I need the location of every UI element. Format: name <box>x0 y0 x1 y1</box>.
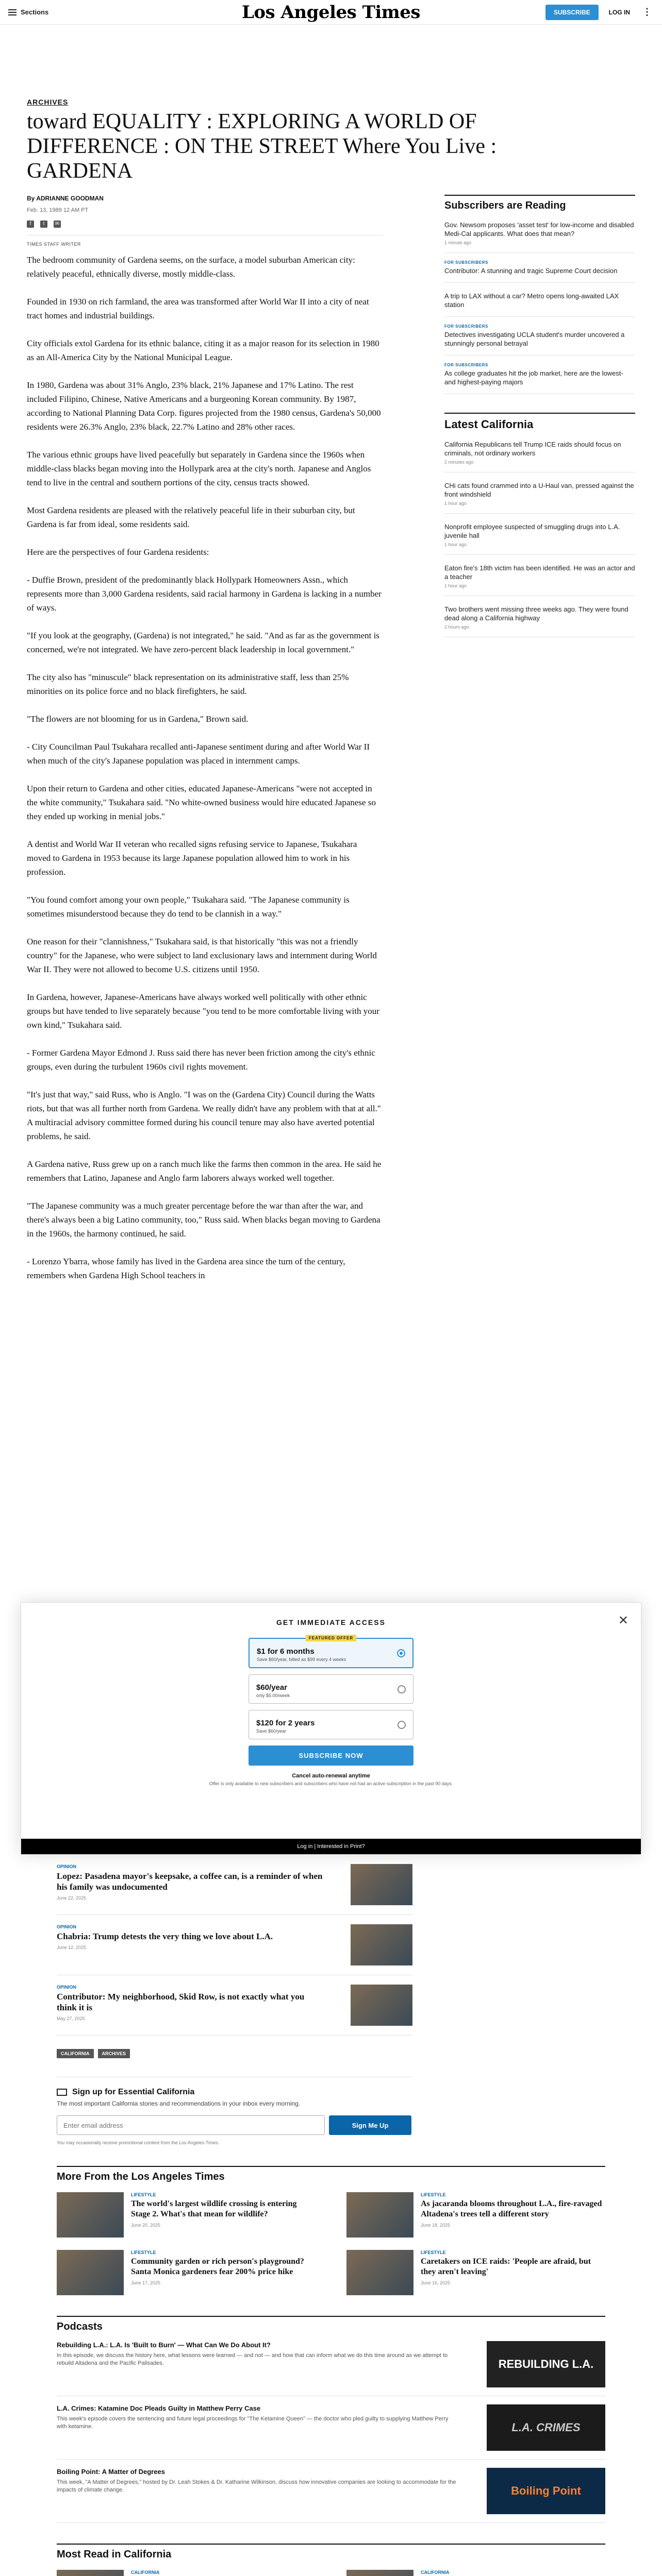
more-from-grid <box>57 2192 605 2295</box>
paywall-modal <box>21 1602 641 1855</box>
subscribers-item-time: 1 minute ago <box>444 240 472 245</box>
latest-item-text[interactable]: Eaton fire's 18th victim has been identified. He was an actor and a teacher <box>444 564 635 581</box>
article-paragraph: The city also has "minuscule" black representation on its administrative staff, less than 25% minorities on its police force and no black firefighters, he said. <box>27 672 349 696</box>
newsletter-fine-print: You may occasionally receive promotional content from the Los Angeles Times. <box>57 2140 220 2145</box>
more-from-item[interactable] <box>57 2192 316 2238</box>
article-main <box>27 195 383 1282</box>
more-from-title-link[interactable]: As jacaranda blooms throughout L.A., fire-ravaged Altadena's trees tell a different story <box>421 2199 602 2218</box>
more-from-thumbnail[interactable] <box>346 2250 413 2295</box>
cancel-note: Cancel auto-renewal anytime <box>292 1773 370 1779</box>
article-paragraph: "The flowers are not blooming for us in Gardena," Brown said. <box>27 714 249 724</box>
more-from-date: June 18, 2025 <box>421 2223 451 2228</box>
twitter-icon[interactable]: t <box>40 221 47 228</box>
most-read-thumbnail[interactable] <box>346 2570 413 2576</box>
article-paragraph: In Gardena, however, Japanese-Americans have always worked well politically with other ethnic groups but have tended to live separately because "you tend to be more comfortable living with your own kind," Tsukahara said. <box>27 992 379 1030</box>
article-body <box>27 253 383 1282</box>
most-read-grid <box>57 2570 605 2576</box>
more-from-date: June 20, 2025 <box>131 2223 161 2228</box>
article-columns <box>27 195 635 1282</box>
related-item-title[interactable]: Lopez: Pasadena mayor's keepsake, a coffee can, is a reminder of when his family was undocumented <box>57 1871 323 1892</box>
more-from-title-link[interactable]: The world's largest wildlife crossing is entering Stage 2. What's that mean for wildlife? <box>131 2199 297 2218</box>
option-price: $60/year <box>256 1683 288 1692</box>
more-from-date: June 17, 2025 <box>131 2280 161 2285</box>
latest-item-text[interactable]: Nonprofit employee suspected of smuggling drugs into L.A. juvenile hall <box>444 523 620 539</box>
podcast-description: This week, "A Matter of Degrees," hosted by Dr. Leah Stokes & Dr. Katharine Wilkinson, discuss how innovative companies are looking to accommodate for the impacts of climate change. <box>57 2479 456 2493</box>
more-from-thumbnail[interactable] <box>57 2250 124 2295</box>
newsletter-signup <box>57 2077 412 2145</box>
podcast-title[interactable]: L.A. Crimes: Katamine Doc Pleads Guilty in Matthew Perry Case <box>57 2404 261 2412</box>
related-list <box>57 1855 605 2036</box>
latest-item-text[interactable]: California Republicans tell Trump ICE raids should focus on criminals, not ordinary workers <box>444 440 621 457</box>
header-actions <box>545 5 654 20</box>
most-read-tag: CALIFORNIA <box>421 2570 450 2575</box>
radio-icon[interactable] <box>398 1685 406 1693</box>
article-paragraph: "You found comfort among your own people," Tsukahara said. "The Japanese community is sometimes misunderstood because they do tend to be clannish in a way." <box>27 895 350 919</box>
podcast-item[interactable] <box>57 2333 605 2396</box>
more-from-title-link[interactable]: Caretakers on ICE raids: 'People are afraid, but they aren't leaving' <box>421 2257 591 2276</box>
article-paragraph: "If you look at the geography, (Gardena) is not integrated," he said. "And as far as the government is concerned, we're not integrated. We have zero-percent black leadership in local government." <box>27 631 379 654</box>
option-note: Save $60/year <box>256 1728 287 1734</box>
related-item[interactable] <box>57 1915 412 1975</box>
latest-item-time: 1 hour ago <box>444 501 467 506</box>
paywall-title: GET IMMEDIATE ACCESS <box>276 1618 386 1626</box>
related-item[interactable] <box>57 1855 412 1915</box>
article-paragraph: The various ethnic groups have lived peacefully but separately in Gardena since the 1960s when middle-class blacks began moving into the Hollypark area at the city's north. Japanese and Anglos tend to live in the central and southern portions of the city, census tracts showed. <box>27 450 371 487</box>
subscribe-now-button[interactable]: SUBSCRIBE NOW <box>249 1745 413 1766</box>
podcast-artwork[interactable]: L.A. CRIMES <box>487 2404 605 2451</box>
newsletter-form <box>57 2115 412 2135</box>
related-item-thumbnail[interactable] <box>351 1924 412 1965</box>
most-read-item[interactable] <box>346 2570 605 2576</box>
article-tags <box>57 2049 605 2058</box>
more-from-item[interactable] <box>346 2250 605 2295</box>
latest-item[interactable] <box>444 596 635 637</box>
subscribers-item-text[interactable]: As college graduates hit the job market, here are the lowest- and highest-paying majors <box>444 369 623 386</box>
article-credit: TIMES STAFF WRITER <box>27 242 81 247</box>
subscribers-reading-title: Subscribers are Reading <box>444 195 635 212</box>
podcast-description: In this episode, we discuss the history here, what lessons were learned — and not — and how that can inform what we do this time around as we attempt to rebuild Altadena and the Pacific Palisades. <box>57 2352 448 2366</box>
most-read-tag: CALIFORNIA <box>131 2570 160 2575</box>
article-date: Feb. 13, 1989 12 AM PT <box>27 207 89 213</box>
latest-item[interactable] <box>444 514 635 555</box>
newsletter-title: Sign up for Essential California <box>72 2088 195 2096</box>
subscribers-item-tag: FOR SUBSCRIBERS <box>444 260 488 265</box>
subscribe-button[interactable]: SUBSCRIBE <box>545 5 599 20</box>
article-paragraph: Most Gardena residents are pleased with the relatively peaceful life in their suburban city, but Gardena is far from ideal, some residents said. <box>27 505 355 529</box>
podcast-item[interactable] <box>57 2460 605 2523</box>
more-from-tag: LIFESTYLE <box>131 2192 156 2197</box>
article-kicker[interactable]: ARCHIVES <box>27 98 69 106</box>
tag-archives[interactable]: ARCHIVES <box>98 2049 130 2058</box>
article-paragraph: One reason for their "clannishness," Tsukahara said, is that historically "this was not a friendly country" for the Japanese, who were subject to land exclusionary laws and internment during World War II. They were not allowed to become U.S. citizens until 1950. <box>27 937 377 974</box>
related-item-title[interactable]: Contributor: My neighborhood, Skid Row, is not exactly what you think it is <box>57 1992 305 2012</box>
related-item-thumbnail[interactable] <box>351 1864 412 1905</box>
article-paragraph: In 1980, Gardena was about 31% Anglo, 23% black, 21% Japanese and 17% Latino. The rest included Filipino, Chinese, Native Americans and a burgeoning Korean community. By 1987, according to National Planning Data Corp. figures projected from the 1980 census, Gardena's 50,000 residents were 26.3% Anglo, 23% black, 22.7% Latino and 28% other races. <box>27 380 381 432</box>
article-container <box>27 98 635 1282</box>
related-item-title[interactable]: Chabria: Trump detests the very thing we love about L.A. <box>57 1931 273 1941</box>
more-from-tag: LIFESTYLE <box>421 2250 446 2255</box>
lower-content <box>57 1855 605 2576</box>
login-button[interactable]: LOG IN <box>608 8 630 16</box>
article-paragraph: Founded in 1930 on rich farmland, the area was transformed after World War II into a city of neat tract homes and industrial buildings. <box>27 297 369 320</box>
more-icon[interactable]: ⋮ <box>642 7 652 17</box>
latest-item-text[interactable]: Two brothers went missing three weeks ago. They were found dead along a California highway <box>444 605 628 622</box>
more-from-item[interactable] <box>346 2192 605 2238</box>
paywall-option-two-year[interactable] <box>249 1710 413 1739</box>
radio-icon[interactable] <box>397 1649 405 1657</box>
latest-item[interactable] <box>444 555 635 596</box>
latest-item[interactable] <box>444 431 635 472</box>
article-paragraph: Here are the perspectives of four Gardena residents: <box>27 547 209 557</box>
envelope-icon <box>57 2089 67 2096</box>
more-from-thumbnail[interactable] <box>57 2192 124 2238</box>
newsletter-description: The most important California stories and recommendations in your inbox every morning. <box>57 2100 301 2107</box>
email-input[interactable] <box>57 2115 325 2135</box>
option-price: $1 for 6 months <box>257 1647 315 1656</box>
latest-item[interactable] <box>444 472 635 514</box>
sign-up-button[interactable]: Sign Me Up <box>329 2115 411 2135</box>
related-item-date: June 12, 2025 <box>57 1945 87 1950</box>
site-header <box>0 0 662 25</box>
latest-item-time: 1 hour ago <box>444 583 467 588</box>
article-paragraph: Upon their return to Gardena and other cities, educated Japanese-Americans "were not accepted in the white community," Tsukahara said. "No white-owned business would hire educated Japanese so they ended up working in menial jobs." <box>27 784 376 821</box>
article-paragraph: "It's just that way," said Russ, who is Anglo. "I was on the (Gardena City) Council during the Watts riots, but that was all further north from Gardena. We really didn't have any problem with that at all." A multiracial advisory committee formed during his council tenure may also have averted potential problems, he said. <box>27 1090 381 1141</box>
subscribers-item-text[interactable]: Contributor: A stunning and tragic Supreme Court decision <box>444 267 618 275</box>
podcast-artwork[interactable]: REBUILDING L.A. <box>487 2341 605 2387</box>
related-item[interactable] <box>57 1975 412 2036</box>
paywall-options <box>249 1638 413 1739</box>
sections-menu[interactable] <box>8 8 48 16</box>
paywall-option-annual[interactable] <box>249 1674 413 1704</box>
option-note: Save $60/year, billed as $99 every 4 weeks <box>257 1657 346 1662</box>
paywall-login-bar[interactable]: Log in | Interested in Print? <box>21 1839 641 1854</box>
featured-badge: FEATURED OFFER <box>306 1635 356 1641</box>
podcasts-list <box>57 2333 605 2523</box>
subscribers-item[interactable] <box>444 317 635 355</box>
newsletter-header <box>57 2088 412 2097</box>
email-icon[interactable]: ✉ <box>54 221 61 228</box>
tag-california[interactable]: CALIFORNIA <box>57 2049 94 2058</box>
subscribers-item-text[interactable]: Gov. Newsom proposes 'asset test' for low-income and disabled Medi-Cal applicants. What does that mean? <box>444 221 634 238</box>
latest-item-time: 1 hour ago <box>444 542 467 547</box>
article-paragraph: - City Councilman Paul Tsukahara recalled anti-Japanese sentiment during and after World War II when much of the city's Japanese population was placed in internment camps. <box>27 742 370 766</box>
more-from-date: June 16, 2025 <box>421 2280 451 2285</box>
site-logo[interactable]: Los Angeles Times <box>241 2 421 23</box>
related-item-date: May 27, 2025 <box>57 2016 85 2021</box>
related-item-tag: OPINION <box>57 1924 77 1929</box>
hamburger-icon[interactable] <box>8 9 16 15</box>
article-headline: toward EQUALITY : EXPLORING A WORLD OF DIFFERENCE : ON THE STREET Where You Live : GARDENA <box>27 110 497 183</box>
article-paragraph: - Former Gardena Mayor Edmond J. Russ said there has never been friction among the city's ethnic groups, even during the turbulent 1960s civil rights movement. <box>27 1048 375 1072</box>
more-from-thumbnail[interactable] <box>346 2192 413 2238</box>
podcasts-title: Podcasts <box>57 2316 605 2333</box>
paywall-option-featured[interactable] <box>249 1638 413 1668</box>
option-price: $120 for 2 years <box>256 1719 315 1727</box>
subscribers-item-tag: FOR SUBSCRIBERS <box>444 363 488 367</box>
article-paragraph: "The Japanese community was a much greater percentage before the war than after the war, and there's always been a big Latino community, too," Russ said. When blacks began moving to Gardena in the 1960s, the harmony continued, he said. <box>27 1201 380 1239</box>
more-from-item[interactable] <box>57 2250 316 2295</box>
podcast-title[interactable]: Boiling Point: A Matter of Degrees <box>57 2468 165 2476</box>
podcast-title[interactable]: Rebuilding L.A.: L.A. Is 'Built to Burn' — What Can We Do About It? <box>57 2341 271 2349</box>
more-from-tag: LIFESTYLE <box>421 2192 446 2197</box>
article-paragraph: The bedroom community of Gardena seems, on the surface, a model suburban American city: relatively peaceful, ethnically diverse, mostly middle-class. <box>27 255 355 279</box>
most-read-title: Most Read in California <box>57 2544 605 2561</box>
paywall-fine-print: Offer is only available to new subscribers and subscribers who have not had an active subscription in the past 90 days. <box>209 1781 453 1786</box>
subscribers-item[interactable] <box>444 283 635 317</box>
subscribers-item[interactable] <box>444 212 635 253</box>
article-paragraph: City officials extol Gardena for its ethnic balance, citing it as a major reason for its selection in 1980 as an All-America City by the National Municipal League. <box>27 338 379 362</box>
share-bar <box>27 221 383 235</box>
article-paragraph: - Duffie Brown, president of the predominantly black Hollypark Homeowners Assn., which represents more than 3,000 Gardena residents, said racial harmony in Gardena is lacking in a number of ways. <box>27 575 382 613</box>
subscribers-item[interactable] <box>444 253 635 283</box>
related-item-tag: OPINION <box>57 1985 77 1990</box>
close-icon[interactable]: ✕ <box>618 1614 628 1628</box>
related-item-thumbnail[interactable] <box>351 1985 412 2026</box>
ad-space <box>0 25 662 71</box>
sections-label[interactable]: Sections <box>21 8 49 16</box>
podcast-description: This week's episode covers the sentencing and future legal proceedings for "The Ketamine Queen" — the doctor who pled guilty to supplying Matthew Perry with ketamine. <box>57 2416 449 2430</box>
most-read-thumbnail[interactable] <box>57 2570 124 2576</box>
most-read-item[interactable] <box>57 2570 316 2576</box>
option-note: only $5.00/week <box>256 1693 290 1698</box>
podcast-item[interactable] <box>57 2396 605 2460</box>
more-from-title: More From the Los Angeles Times <box>57 2166 605 2183</box>
more-from-title-link[interactable]: Community garden or rich person's playground? Santa Monica gardeners fear 200% price hike <box>131 2257 304 2276</box>
related-item-date: June 22, 2025 <box>57 1895 87 1901</box>
latest-item-text[interactable]: CHi cats found crammed into a U-Haul van, pressed against the front windshield <box>444 482 634 498</box>
subscribers-item-tag: FOR SUBSCRIBERS <box>444 324 488 329</box>
sidebar <box>444 195 635 1282</box>
radio-icon[interactable] <box>398 1721 406 1729</box>
subscribers-item-text[interactable]: Detectives investigating UCLA student's murder uncovered a stunningly personal betrayal <box>444 331 625 347</box>
article-byline[interactable]: By ADRIANNE GOODMAN <box>27 195 104 202</box>
latest-item-time: 2 minutes ago <box>444 460 474 465</box>
facebook-icon[interactable]: f <box>27 221 34 228</box>
latest-california-title: Latest California <box>444 413 635 431</box>
podcast-artwork[interactable]: Boiling Point <box>487 2468 605 2514</box>
article-paragraph: A Gardena native, Russ grew up on a ranch much like the farms then common in the area. He said he remembers that Latino, Japanese and Anglo farm laborers always worked well together. <box>27 1159 382 1183</box>
article-paragraph: - Lorenzo Ybarra, whose family has lived in the Gardena area since the turn of the century, remembers when Gardena High School teachers in <box>27 1257 345 1280</box>
more-from-tag: LIFESTYLE <box>131 2250 156 2255</box>
latest-item-time: 2 hours ago <box>444 624 469 630</box>
subscribers-item[interactable] <box>444 355 635 394</box>
subscribers-item-text[interactable]: A trip to LAX without a car? Metro opens long-awaited LAX station <box>444 292 619 309</box>
related-item-tag: OPINION <box>57 1864 77 1869</box>
article-paragraph: A dentist and World War II veteran who recalled signs refusing service to Japanese, Tsukahara moved to Gardena in 1953 because its large Japanese population allowed him to work in his profession. <box>27 839 357 877</box>
